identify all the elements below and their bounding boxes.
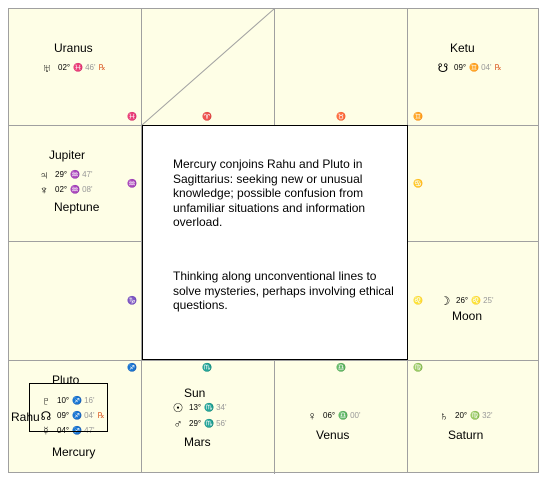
conjunction-box xyxy=(29,383,108,432)
sign-aquarius-icon: ♒ xyxy=(70,185,81,195)
sign-libra-icon: ♎ xyxy=(338,411,349,421)
sign-aquarius-icon: ♒ xyxy=(127,179,137,188)
planet-position-jupiter: ♃ 29° ♒ 47' xyxy=(37,169,93,181)
sign-sagittarius-icon: ♐ xyxy=(72,411,83,421)
planet-position-neptune: ♆ 02° ♒ 08' xyxy=(37,184,93,196)
pluto-icon: ♇ xyxy=(41,394,51,408)
planet-label-ketu: Ketu xyxy=(450,41,475,55)
planet-position-mercury: ☿ 04° ♐ 47' xyxy=(39,425,95,437)
planet-position-saturn: ♄ 20° ♍ 32' xyxy=(437,410,493,422)
commentary-paragraph-1: Mercury conjoins Rahu and Pluto in Sagittarius: seeking new or unusual knowledge; possible confusion from unfamiliar situations and information overload. xyxy=(173,157,366,229)
planet-position-uranus: ♅ 02° ♓ 46' ℞ xyxy=(40,62,106,74)
sign-gemini-icon: ♊ xyxy=(469,63,480,73)
planet-position-rahu: ☊ 09° ♐ 04' ℞ xyxy=(40,409,105,423)
planet-label-sun: Sun xyxy=(184,386,206,400)
grid-line xyxy=(9,360,538,361)
planet-position-pluto: ♇ 10° ♐ 16' xyxy=(39,395,95,407)
retrograde-icon: ℞ xyxy=(97,411,105,421)
sign-scorpio-icon: ♏ xyxy=(204,403,215,413)
planet-label-saturn: Saturn xyxy=(448,428,484,442)
sign-sagittarius-icon: ♐ xyxy=(72,396,83,406)
sign-scorpio-icon: ♏ xyxy=(202,363,212,372)
sign-pisces-icon: ♓ xyxy=(73,63,84,73)
moon-icon: ☽ xyxy=(439,294,451,308)
grid-line xyxy=(9,241,142,242)
grid-line xyxy=(407,241,538,242)
planet-label-jupiter: Jupiter xyxy=(49,148,86,162)
mercury-icon: ☿ xyxy=(41,424,51,438)
sign-sagittarius-icon: ♐ xyxy=(72,426,83,436)
rahu-icon: ☊ xyxy=(40,409,52,423)
sign-pisces-icon: ♓ xyxy=(127,112,137,121)
sign-sagittarius-icon: ♐ xyxy=(127,363,137,372)
planet-position-ketu: ☋ 09° ♊ 04' ℞ xyxy=(437,61,502,75)
venus-icon: ♀ xyxy=(307,409,317,423)
sign-virgo-icon: ♍ xyxy=(470,411,481,421)
diagonal-line xyxy=(142,9,274,125)
grid-line xyxy=(274,360,275,474)
sign-leo-icon: ♌ xyxy=(471,296,482,306)
sign-aquarius-icon: ♒ xyxy=(70,170,81,180)
sun-icon: ☉ xyxy=(172,401,184,415)
sign-aries-icon: ♈ xyxy=(202,112,212,121)
planet-label-mars: Mars xyxy=(184,435,211,449)
sign-libra-icon: ♎ xyxy=(336,363,346,372)
planet-label-rahu: Rahu xyxy=(11,410,40,424)
ketu-icon: ☋ xyxy=(437,61,449,75)
planet-label-venus: Venus xyxy=(316,428,350,442)
grid-line xyxy=(274,9,275,125)
commentary-paragraph-2: Thinking along unconventional lines to solve mysteries, perhaps involving ethical questions. xyxy=(173,269,394,312)
planet-label-mercury: Mercury xyxy=(52,445,96,459)
sign-capricorn-icon: ♑ xyxy=(127,296,137,305)
mars-icon: ♂ xyxy=(173,417,183,431)
planet-position-venus: ♀ 06° ♎ 00' xyxy=(305,410,361,422)
sign-virgo-icon: ♍ xyxy=(413,363,423,372)
sign-gemini-icon: ♊ xyxy=(413,112,423,121)
sign-cancer-icon: ♋ xyxy=(413,179,423,188)
retrograde-icon: ℞ xyxy=(98,63,106,73)
sign-leo-icon: ♌ xyxy=(413,296,423,305)
planet-label-pluto: Pluto xyxy=(52,373,80,387)
uranus-icon: ♅ xyxy=(42,61,52,75)
jupiter-icon: ♃ xyxy=(39,168,49,182)
planet-position-sun: ☉ 13° ♏ 34' xyxy=(172,401,227,415)
planet-label-moon: Moon xyxy=(452,309,483,323)
planet-label-neptune: Neptune xyxy=(54,200,100,214)
sign-taurus-icon: ♉ xyxy=(336,112,346,121)
planet-position-moon: ☽ 26° ♌ 25' xyxy=(439,294,494,308)
planet-position-mars: ♂ 29° ♏ 56' xyxy=(171,418,227,430)
commentary-panel xyxy=(142,125,408,360)
sign-scorpio-icon: ♏ xyxy=(204,419,215,429)
saturn-icon: ♄ xyxy=(439,409,449,423)
neptune-icon: ♆ xyxy=(39,183,49,197)
planet-label-uranus: Uranus xyxy=(54,41,93,55)
retrograde-icon: ℞ xyxy=(494,63,502,73)
